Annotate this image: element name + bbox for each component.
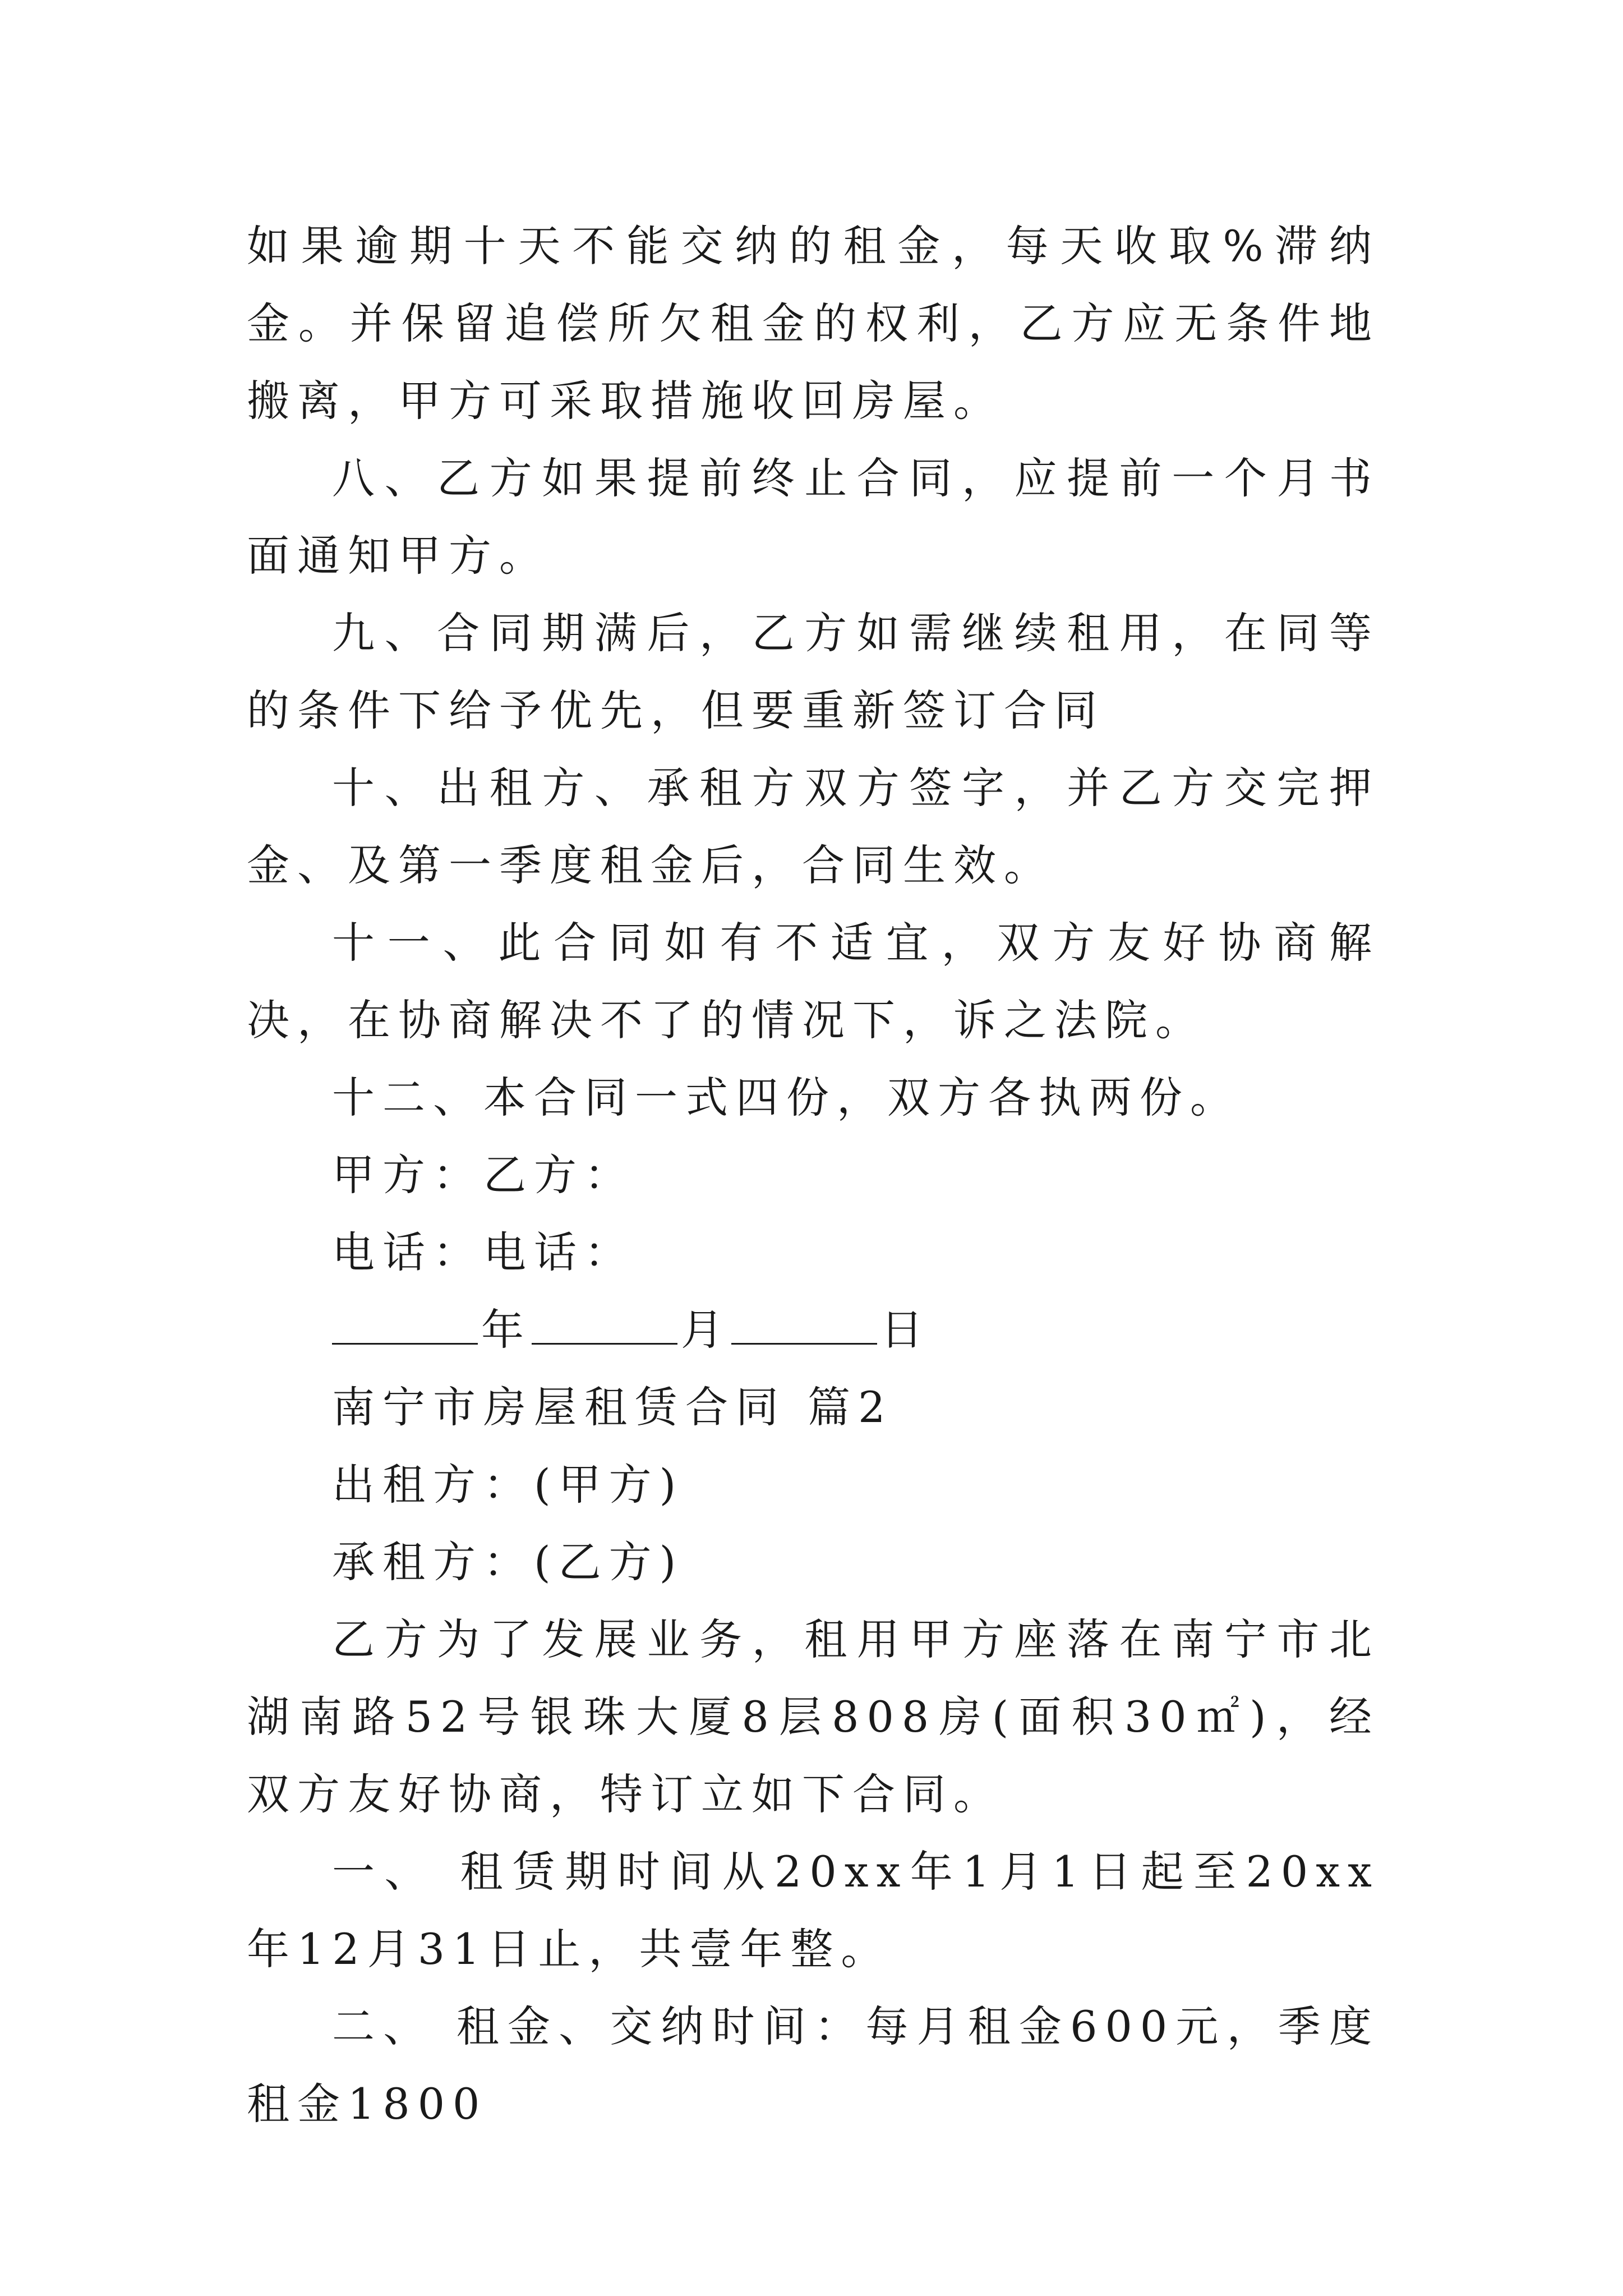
paragraph-clause-8: 八、乙方如果提前终止合同，应提前一个月书面通知甲方。 <box>247 453 1380 581</box>
contract-2-title: 南宁市房屋租赁合同 篇2 <box>332 1382 893 1432</box>
paragraph-late-fee: 如果逾期十天不能交纳的租金，每天收取%滞纳金。并保留追偿所欠租金的权利，乙方应无条件地搬离，甲方可采取措施收回房屋。 <box>247 221 1380 426</box>
paragraph-intro: 乙方为了发展业务，租用甲方座落在南宁市北湖南路52号银珠大厦8层808房(面积30㎡)，经双方友好协商，特订立如下合同。 <box>247 1614 1380 1819</box>
month-label: 月 <box>681 1305 731 1355</box>
lessee-line: 承租方：(乙方) <box>332 1537 684 1587</box>
document-body <box>247 208 1380 2143</box>
year-blank <box>332 1304 478 1345</box>
date-line <box>247 1291 1380 1369</box>
lessor-line: 出租方：(甲方) <box>332 1460 684 1510</box>
day-blank <box>731 1304 877 1345</box>
paragraph-clause-2: 二、 租金、交纳时间：每月租金600元，季度租金1800 <box>247 2001 1380 2129</box>
month-blank <box>532 1304 677 1345</box>
year-label: 年 <box>481 1305 532 1355</box>
signature-parties-line: 甲方：乙方： <box>332 1150 635 1200</box>
paragraph-clause-9: 九、合同期满后，乙方如需继续租用，在同等的条件下给予优先，但要重新签订合同 <box>247 608 1380 735</box>
paragraph-clause-12: 十二、本合同一式四份，双方各执两份。 <box>332 1073 1241 1122</box>
paragraph-clause-10: 十、出租方、承租方双方签字，并乙方交完押金、及第一季度租金后，合同生效。 <box>247 763 1380 890</box>
paragraph-clause-1: 一、 租赁期时间从20xx年1月1日起至20xx年12月31日止，共壹年整。 <box>247 1847 1380 1974</box>
paragraph-clause-11: 十一、此合同如有不适宜，双方友好协商解决，在协商解决不了的情况下，诉之法院。 <box>247 918 1380 1045</box>
phone-line: 电话：电话： <box>332 1227 635 1277</box>
day-label: 日 <box>880 1305 931 1355</box>
